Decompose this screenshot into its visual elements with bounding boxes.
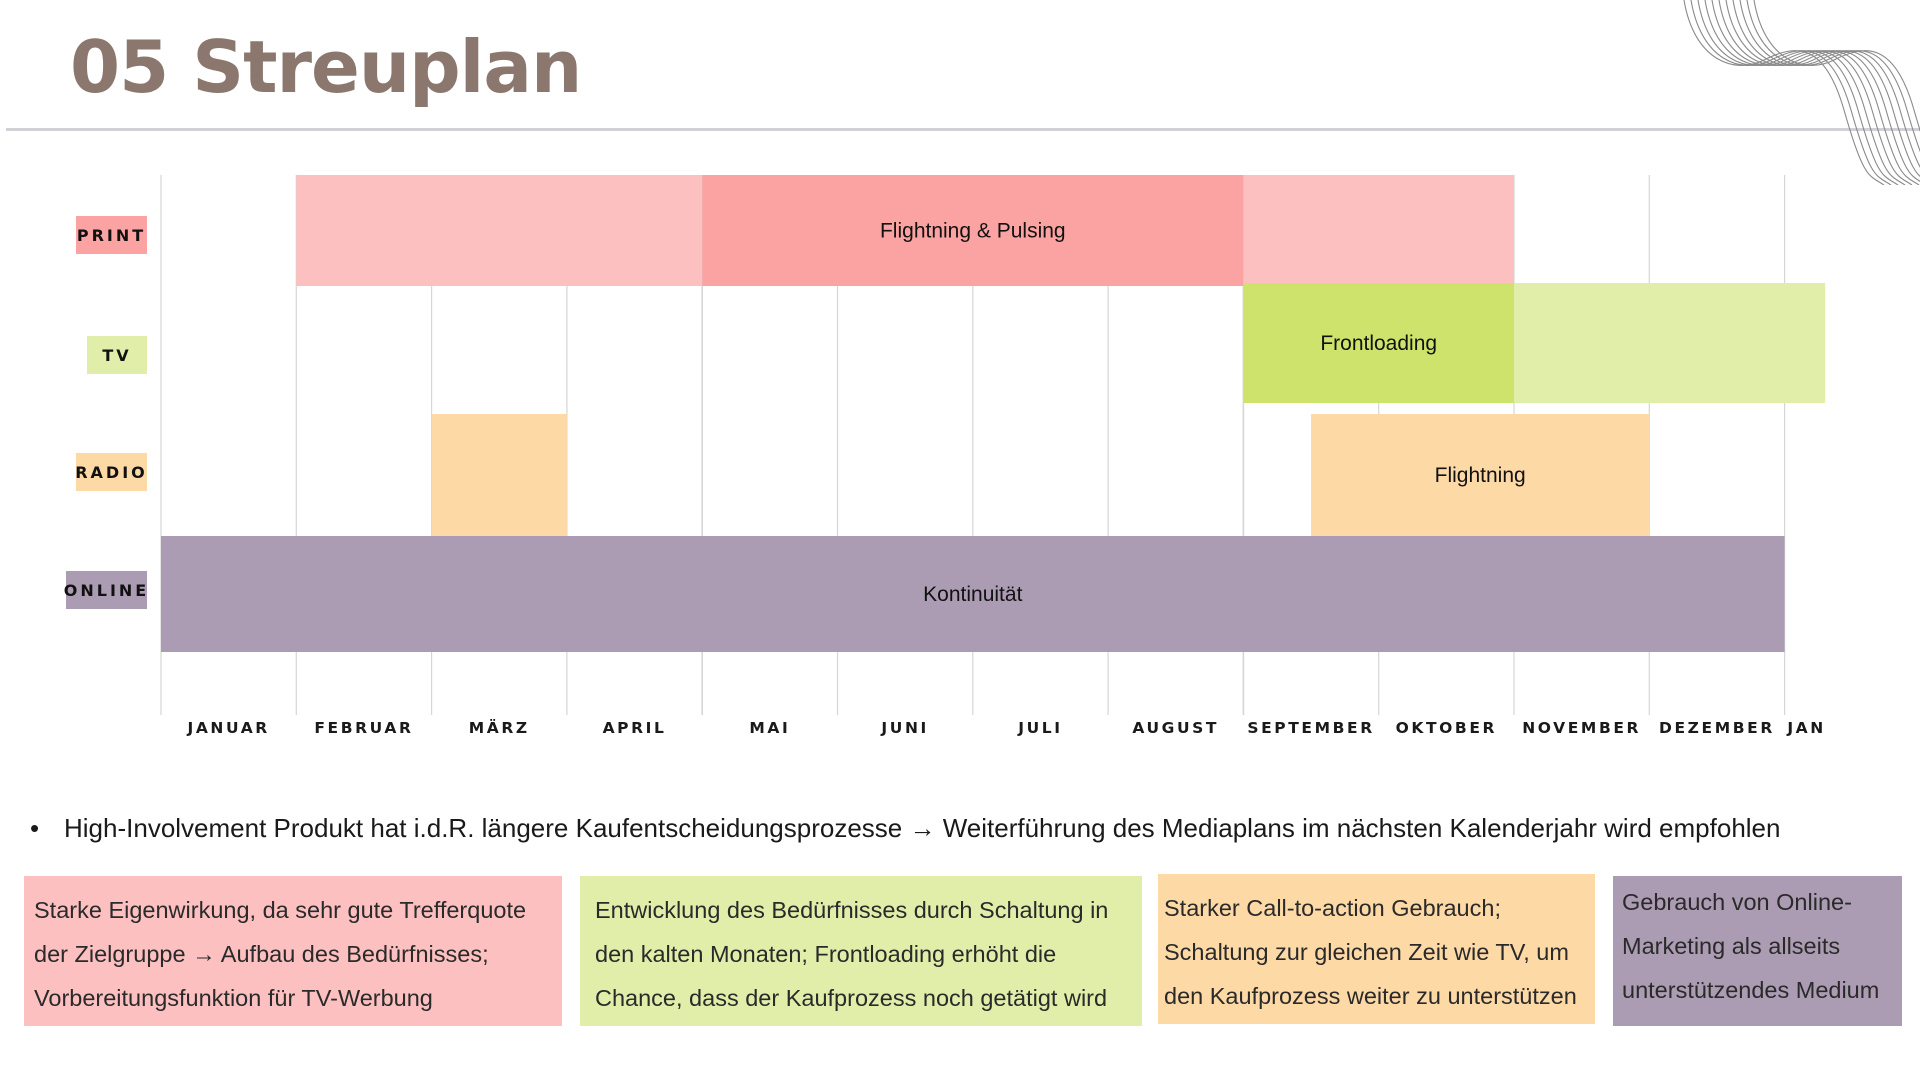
- wave-line: [1712, 0, 1912, 185]
- recommendation-text: High-Involvement Produkt hat i.d.R. längere Kaufentscheidungsprozesse → Weiterführung des Mediaplans im nächsten Kalenderjahr wird empfohlen: [64, 813, 1781, 843]
- note-line: Starker Call-to-action Gebrauch;: [1164, 895, 1501, 921]
- note-radio: [1158, 874, 1595, 1024]
- month-label: FEBRUAR: [314, 719, 414, 737]
- row-label: ONLINE: [63, 581, 150, 600]
- bar-label: Frontloading: [1320, 332, 1438, 355]
- bar-label: Flightning & Pulsing: [879, 219, 1066, 243]
- note-print: [24, 876, 562, 1026]
- wave-line: [1733, 0, 1920, 185]
- month-label: SEPTEMBER: [1247, 719, 1375, 737]
- month-label: MAI: [749, 719, 791, 737]
- bar-tv: [1514, 283, 1825, 403]
- bullet-dot: •: [30, 813, 40, 843]
- note-line: Chance, dass der Kaufprozess noch getätigt wird: [595, 985, 1108, 1011]
- note-line: den Kaufprozess weiter zu unterstützen: [1164, 983, 1577, 1009]
- month-label: OKTOBER: [1395, 719, 1498, 737]
- month-label: JANUAR: [187, 719, 270, 737]
- month-label: DEZEMBER: [1659, 719, 1775, 737]
- bar-label: Flightning: [1434, 464, 1526, 487]
- row-label: TV: [102, 346, 132, 365]
- wave-line: [1705, 0, 1905, 185]
- wave-line: [1691, 0, 1891, 185]
- bar-print: [1243, 175, 1514, 286]
- bar-label: Kontinuität: [923, 583, 1023, 606]
- media-schedule-chart: [0, 160, 1920, 750]
- month-label: APRIL: [602, 719, 667, 737]
- wave-line: [1684, 0, 1884, 185]
- wave-line: [1698, 0, 1898, 185]
- note-line: Gebrauch von Online-: [1622, 889, 1852, 915]
- month-label: JULI: [1018, 719, 1063, 737]
- month-label: NOVEMBER: [1522, 719, 1642, 737]
- month-label: JAN: [1787, 719, 1826, 737]
- note-line: Entwicklung des Bedürfnisses durch Schaltung in: [595, 897, 1109, 923]
- note-online: [1613, 876, 1902, 1026]
- note-line: unterstützendes Medium: [1622, 977, 1880, 1003]
- note-line: Marketing als allseits: [1622, 933, 1841, 959]
- note-line: Vorbereitungsfunktion für TV-Werbung: [34, 985, 433, 1011]
- wave-line: [1719, 0, 1919, 185]
- title-divider: [6, 128, 1920, 131]
- bar-radio: [432, 414, 567, 536]
- note-tv: [580, 876, 1142, 1026]
- row-label: PRINT: [76, 226, 147, 245]
- month-label: AUGUST: [1132, 719, 1220, 737]
- note-line: Starke Eigenwirkung, da sehr gute Trefferquote: [34, 897, 527, 923]
- month-label: MÄRZ: [468, 719, 530, 737]
- slide-title: 05 Streuplan: [70, 25, 582, 109]
- note-line: Schaltung zur gleichen Zeit wie TV, um: [1164, 939, 1569, 965]
- month-label: JUNI: [881, 719, 929, 737]
- note-line: den kalten Monaten; Frontloading erhöht die: [595, 941, 1057, 967]
- note-line: der Zielgruppe → Aufbau des Bedürfnisses;: [34, 941, 489, 967]
- recommendation-bullet: [30, 813, 1910, 844]
- row-label: RADIO: [75, 463, 148, 482]
- decorative-wave-lines: [1660, 0, 1920, 185]
- wave-line: [1740, 0, 1920, 185]
- bar-print: [296, 175, 702, 286]
